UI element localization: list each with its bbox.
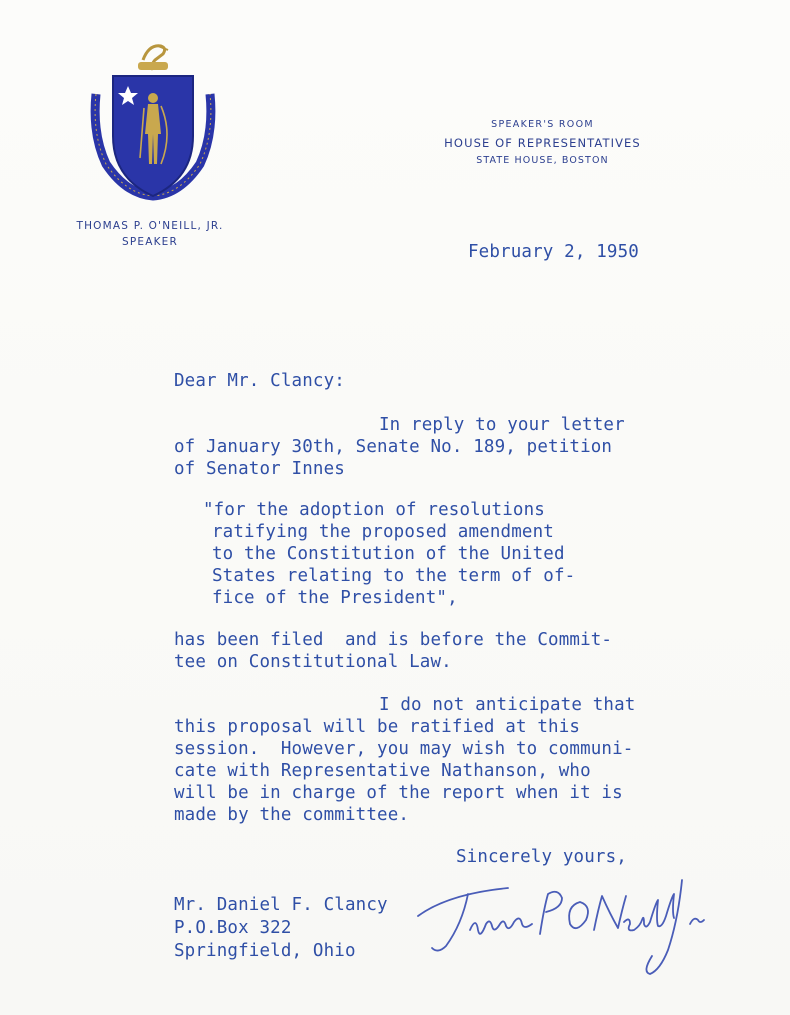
- recipient-line-2: P.O.Box 322: [174, 918, 292, 938]
- quote-line-1: "for the adoption of resolutions: [203, 500, 545, 520]
- quote-line-4: States relating to the term of of-: [212, 566, 576, 586]
- letterhead-address: STATE HOUSE, BOSTON: [476, 155, 609, 166]
- speaker-name: THOMAS P. O'NEILL, JR.: [76, 220, 224, 232]
- letterhead-house: HOUSE OF REPRESENTATIVES: [444, 136, 641, 150]
- para3-line-4: cate with Representative Nathanson, who: [174, 761, 591, 781]
- para1-line-3: of Senator Innes: [174, 459, 345, 479]
- para2-line-2: tee on Constitutional Law.: [174, 652, 452, 672]
- letterhead-room: SPEAKER'S ROOM: [491, 119, 594, 130]
- massachusetts-seal-icon: [88, 38, 218, 213]
- letterhead-speaker-block: [60, 218, 240, 250]
- para3-line-3: session. However, you may wish to communi-: [174, 739, 634, 759]
- para3-line-2: this proposal will be ratified at this: [174, 717, 581, 737]
- para1-line-2: of January 30th, Senate No. 189, petition: [174, 437, 613, 457]
- handwritten-signature: [410, 868, 710, 988]
- para3-line-5: will be in charge of the report when it is: [174, 783, 623, 803]
- para1-line-1: In reply to your letter: [379, 415, 625, 435]
- para3-line-1: I do not anticipate that: [379, 695, 636, 715]
- salutation: Dear Mr. Clancy:: [174, 371, 345, 391]
- letter-date: February 2, 1950: [468, 242, 639, 262]
- closing: Sincerely yours,: [456, 847, 627, 867]
- recipient-line-1: Mr. Daniel F. Clancy: [174, 895, 388, 915]
- quote-line-3: to the Constitution of the United: [212, 544, 565, 564]
- quote-line-2: ratifying the proposed amendment: [212, 522, 554, 542]
- para2-line-1: has been filed and is before the Commit-: [174, 630, 613, 650]
- letterhead-address-block: [420, 118, 665, 168]
- para3-line-6: made by the committee.: [174, 805, 410, 825]
- recipient-line-3: Springfield, Ohio: [174, 941, 356, 961]
- speaker-title: SPEAKER: [121, 236, 179, 248]
- quote-line-5: fice of the President",: [212, 588, 458, 608]
